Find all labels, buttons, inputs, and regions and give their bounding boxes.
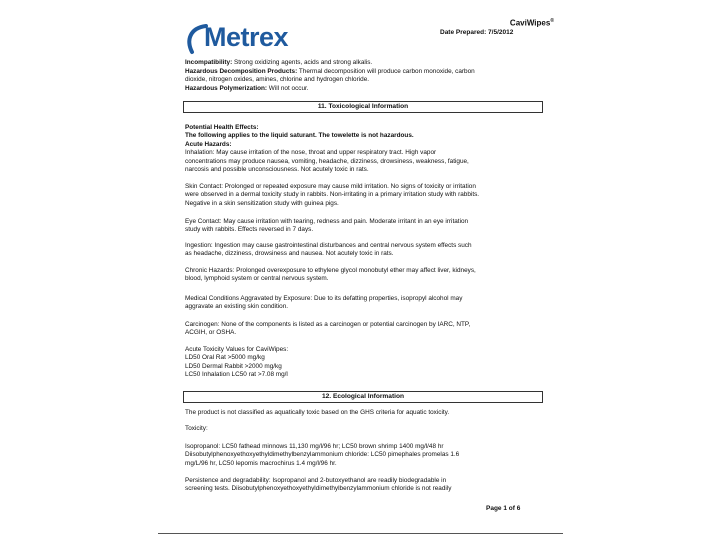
incompatibility-line: Incompatibility: Strong oxidizing agents, acids and strong alkalis. <box>185 59 373 66</box>
ingestion-block <box>185 242 545 259</box>
toxicity-line: Diisobutylphenoxyethoxyethyldimethylbenzylammonium chloride: LC50 pimephales promelas 1.6 <box>185 451 460 459</box>
footer-divider <box>158 533 563 534</box>
section-11-header: 11. Toxicological Information <box>183 101 543 113</box>
brand-name: Metrex <box>204 22 289 52</box>
ingestion-line: Ingestion: Ingestion may cause gastrointestinal disturbances and central nervous system effects such <box>185 242 472 249</box>
decomposition-line: Hazardous Decomposition Products: Thermal decomposition will produce carbon monoxide, carbon <box>185 67 475 75</box>
chronic-block <box>185 267 545 284</box>
acute-tox-line: LD50 Oral Rat >5000 mg/kg <box>185 354 265 362</box>
skin-line: were observed in a dermal toxicity study in rabbits. Non-irritating in a primary irritation study with rabbits. <box>185 191 480 199</box>
carcinogen-block <box>185 321 545 338</box>
acute-toxicity-block <box>185 346 545 380</box>
polymerization-line: Hazardous Polymerization: Will not occur. <box>185 84 309 92</box>
eye-line: Eye Contact: May cause irritation with tearing, redness and pain. Moderate irritant in an eye irritation <box>185 218 469 225</box>
decomposition-line-2: dioxide, nitrogen oxides, amines, chlorine and hydrogen chloride. <box>185 76 370 84</box>
medical-conditions-block <box>185 295 545 312</box>
inhalation-line: Inhalation: May cause irritation of the nose, throat and upper respiratory tract. High vapor <box>185 149 437 157</box>
medical-line: Medical Conditions Aggravated by Exposure: Due to its defatting properties, isopropyl alcohol may <box>185 295 463 302</box>
skin-line: Negative in a skin sensitization study with guinea pigs. <box>185 199 339 207</box>
health-heading: Potential Health Effects: <box>185 124 259 131</box>
acute-tox-line: LC50 Inhalation LC50 rat >7.08 mg/l <box>185 371 288 379</box>
eye-line: study with rabbits. Effects reversed in 7 days. <box>185 226 314 234</box>
section-12-header: 12. Ecological Information <box>183 391 543 403</box>
medical-line: aggravate an existing skin condition. <box>185 303 289 311</box>
carcinogen-line: ACGIH, or OSHA. <box>185 329 237 337</box>
health-note: The following applies to the liquid saturant. The towelette is not hazardous. <box>185 132 414 140</box>
page-number: Page 1 of 6 <box>486 505 521 512</box>
eye-contact-block <box>185 218 545 235</box>
inhalation-line: concentrations may produce nausea, vomiting, headache, dizziness, drowsiness, weakness, fatigue, <box>185 157 469 165</box>
inhalation-line: narcosis and possible unconsciousness. Not acutely toxic in rats. <box>185 166 369 174</box>
acute-tox-heading: Acute Toxicity Values for CaviWipes: <box>185 346 289 353</box>
health-effects-block <box>185 124 545 174</box>
product-name: CaviWipes® <box>509 18 554 28</box>
metrex-logo <box>184 22 294 58</box>
toxicity-heading-block <box>185 425 545 433</box>
carcinogen-line: Carcinogen: None of the components is listed as a carcinogen or potential carcinogen by IARC, NTP, <box>185 321 471 328</box>
persistence-line: screening tests. Diisobutylphenoxyethoxyethyldimethylbenzylammonium chloride is not readily <box>185 485 452 493</box>
stability-block <box>185 59 545 93</box>
toxicity-heading: Toxicity: <box>185 425 208 432</box>
skin-line: Skin Contact: Prolonged or repeated exposure may cause mild irritation. No signs of toxicity or irritation <box>185 183 476 190</box>
chronic-line: blood, lymphoid system or central nervous system. <box>185 275 329 283</box>
ghs-block <box>185 409 545 417</box>
ingestion-line: as headache, dizziness, drowsiness and nausea. Not acutely toxic in rats. <box>185 250 394 258</box>
acute-heading: Acute Hazards: <box>185 140 232 148</box>
persistence-line: Persistence and degradability: Isopropanol and 2-butoxyethanol are readily biodegradable in <box>185 477 447 484</box>
date-prepared: Date Prepared: 7/5/2012 <box>440 29 514 36</box>
acute-tox-line: LD50 Dermal Rabbit >2000 mg/kg <box>185 362 282 370</box>
toxicity-block <box>185 443 545 468</box>
toxicity-line: Isopropanol: LC50 fathead minnows 11,130 mg/l/96 hr; LC50 brown shrimp 1400 mg/l/48 hr <box>185 443 444 450</box>
persistence-block <box>185 477 545 494</box>
toxicity-line: mg/L/96 hr, LC50 lepomis macrochirus 1.4 mg/l/96 hr. <box>185 459 337 467</box>
chronic-line: Chronic Hazards: Prolonged overexposure to ethylene glycol monobutyl ether may affect liver, kidneys, <box>185 267 476 274</box>
skin-contact-block <box>185 183 545 208</box>
ghs-line: The product is not classified as aquatically toxic based on the GHS criteria for aquatic toxicity. <box>185 409 450 416</box>
